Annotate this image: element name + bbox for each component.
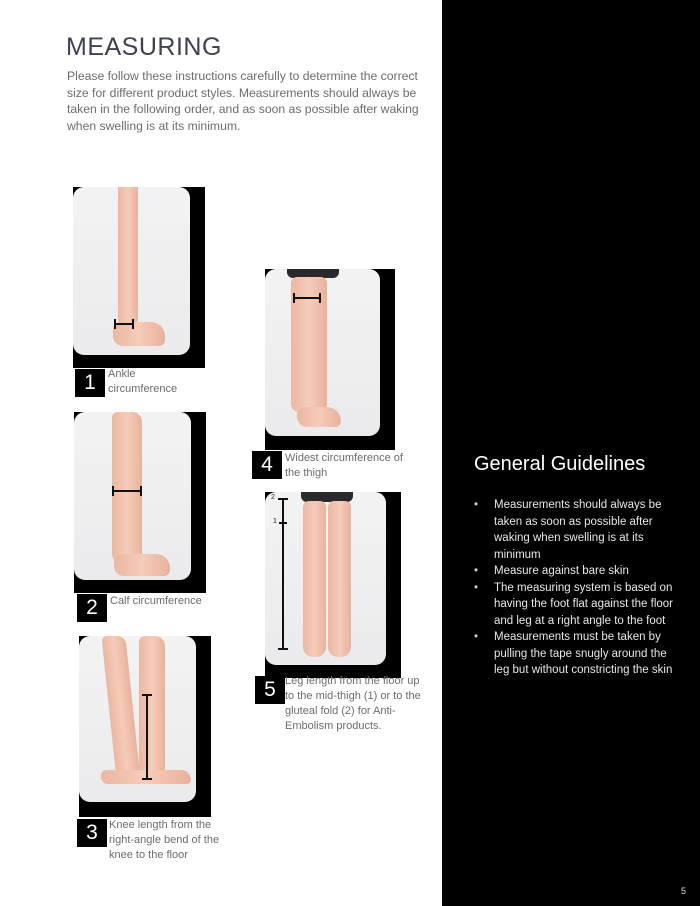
page-number: 5 [681, 886, 687, 896]
calf-photo [74, 412, 191, 580]
guideline-item [474, 497, 674, 563]
ankle-photo [73, 187, 190, 355]
foot-image [113, 322, 165, 346]
page-title: MEASURING [66, 33, 222, 61]
step-number: 5 [255, 676, 285, 704]
calf-measure-marker [112, 490, 142, 492]
guideline-text: Measurements should always be taken as soon as possible after waking when swelling is at its minimum [494, 499, 662, 561]
guidelines-title: General Guidelines [474, 453, 646, 475]
guideline-item [474, 580, 674, 630]
step-caption: Knee length from the right-angle bend of the knee to the floor [109, 819, 220, 861]
left-leg-image [303, 501, 326, 657]
guidelines-list [474, 497, 674, 679]
foot-image [114, 554, 170, 576]
thigh-photo [265, 269, 380, 436]
leg-image [112, 412, 142, 562]
gluteal-fold-tick-label: 2 [271, 494, 275, 501]
thigh-measure-marker [293, 297, 321, 299]
step-number: 1 [75, 369, 105, 397]
bullet-icon: • [474, 565, 479, 577]
bullet-icon: • [474, 499, 479, 511]
step-caption: Widest circumference of the thigh [285, 452, 403, 479]
right-leg-image [328, 501, 351, 657]
guideline-text: The measuring system is based on having the foot flat against the floor and leg at a right angle to the foot [494, 581, 674, 627]
guideline-item [474, 563, 674, 580]
guideline-item [474, 629, 674, 679]
step-number: 4 [252, 451, 282, 479]
leg-image-front [101, 636, 140, 781]
leg-length-measure-marker [282, 498, 284, 650]
leg-image [118, 187, 138, 327]
intro-paragraph: Please follow these instructions carefully to determine the correct size for different product styles. Measurements should always be taken in the following order, and as soon as possible after waking when swelling is at its minimum. [67, 69, 419, 133]
guideline-text: Measurements must be taken by pulling the tape snugly around the leg but without constricting the skin [494, 631, 673, 676]
knee-length-measure-marker [146, 694, 148, 780]
foot-image [297, 407, 341, 427]
mid-thigh-tick [279, 522, 287, 524]
ankle-measure-marker [114, 323, 134, 325]
leg-image-back [139, 636, 165, 776]
knee-length-photo [79, 636, 196, 802]
step-caption: Leg length from the floor up to the mid-thigh (1) or to the gluteal fold (2) for Anti-Embolism products. [285, 675, 421, 732]
leg-length-photo [265, 492, 386, 665]
mid-thigh-tick-label: 1 [273, 518, 277, 525]
guideline-text: Measure against bare skin [494, 565, 629, 577]
step-caption: Ankle circumference [108, 368, 178, 395]
bullet-icon: • [474, 631, 479, 643]
step-number: 2 [77, 594, 107, 622]
bullet-icon: • [474, 581, 479, 594]
step-number: 3 [77, 819, 107, 847]
step-caption: Calf circumference [110, 595, 202, 607]
